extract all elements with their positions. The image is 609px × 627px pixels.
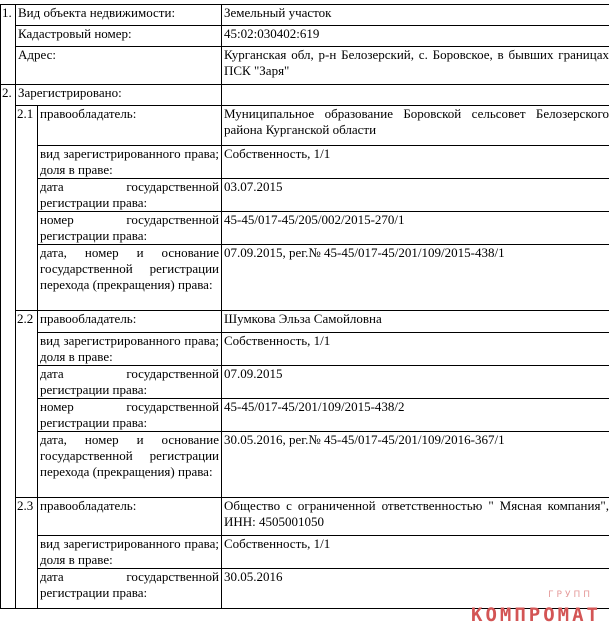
- section-2-number: 2.: [1, 85, 16, 609]
- watermark-top-text: ГРУПП: [548, 590, 593, 600]
- entry-2-1-reg-label: номер государственной регистрации права:: [38, 212, 222, 245]
- entry-2-2-right-label: вид зарегистрированного права; доля в праве:: [38, 333, 222, 366]
- entry-2-3-date: 30.05.2016: [222, 569, 609, 609]
- address-value: Курганская обл, р-н Белозерский, с. Боровское, в бывших границах ПСК "Заря": [222, 47, 609, 85]
- entry-2-3-owner-label: правообладатель:: [38, 498, 222, 536]
- section-1-number: 1.: [1, 5, 16, 85]
- entry-2-1-owner-label: правообладатель:: [38, 106, 222, 146]
- object-type-label: Вид объекта недвижимости:: [16, 5, 222, 26]
- entry-2-2-number: 2.2: [16, 311, 38, 498]
- cadastral-number-label: Кадастровый номер:: [16, 26, 222, 47]
- address-label: Адрес:: [16, 47, 222, 85]
- entry-2-1-date-label: дата государственной регистрации права:: [38, 179, 222, 212]
- entry-2-3-number: 2.3: [16, 498, 38, 609]
- cadastral-number-value: 45:02:030402:619: [222, 26, 609, 47]
- entry-2-3-right-label: вид зарегистрированного права; доля в праве:: [38, 536, 222, 569]
- object-type-value: Земельный участок: [222, 5, 609, 26]
- watermark-main-text: КОМПРОМАТ: [471, 604, 601, 626]
- entry-2-2-owner: Шумкова Эльза Самойловна: [222, 311, 609, 333]
- registered-label: Зарегистрировано:: [16, 85, 222, 106]
- entry-2-2-owner-label: правообладатель:: [38, 311, 222, 333]
- entry-2-1-right: Собственность, 1/1: [222, 146, 609, 179]
- entry-2-3-date-label: дата государственной регистрации права:: [38, 569, 222, 609]
- entry-2-2-date-label: дата государственной регистрации права:: [38, 366, 222, 399]
- entry-2-3-owner: Общество с ограниченной ответственностью " Мясная компания", ИНН: 4505001050: [222, 498, 609, 536]
- entry-2-1-number: 2.1: [16, 106, 38, 311]
- entry-2-2-date: 07.09.2015: [222, 366, 609, 399]
- entry-2-3-right: Собственность, 1/1: [222, 536, 609, 569]
- entry-2-2-basis-label: дата, номер и основание государственной регистрации перехода (прекращения) права:: [38, 432, 222, 498]
- registered-value-empty: [222, 85, 609, 106]
- entry-2-2-reg: 45-45/017-45/201/109/2015-438/2: [222, 399, 609, 432]
- entry-2-1-right-label: вид зарегистрированного права; доля в праве:: [38, 146, 222, 179]
- entry-2-1-owner: Муниципальное образование Боровской сельсовет Белозерского района Курганской области: [222, 106, 609, 146]
- entry-2-1-basis: 07.09.2015, рег.№ 45-45/017-45/201/109/2015-438/1: [222, 245, 609, 311]
- entry-2-2-basis: 30.05.2016, рег.№ 45-45/017-45/201/109/2016-367/1: [222, 432, 609, 498]
- entry-2-1-reg: 45-45/017-45/205/002/2015-270/1: [222, 212, 609, 245]
- entry-2-2-reg-label: номер государственной регистрации права:: [38, 399, 222, 432]
- entry-2-2-right: Собственность, 1/1: [222, 333, 609, 366]
- entry-2-1-basis-label: дата, номер и основание государственной регистрации перехода (прекращения) права:: [38, 245, 222, 311]
- registry-table: [0, 4, 609, 609]
- entry-2-1-date: 03.07.2015: [222, 179, 609, 212]
